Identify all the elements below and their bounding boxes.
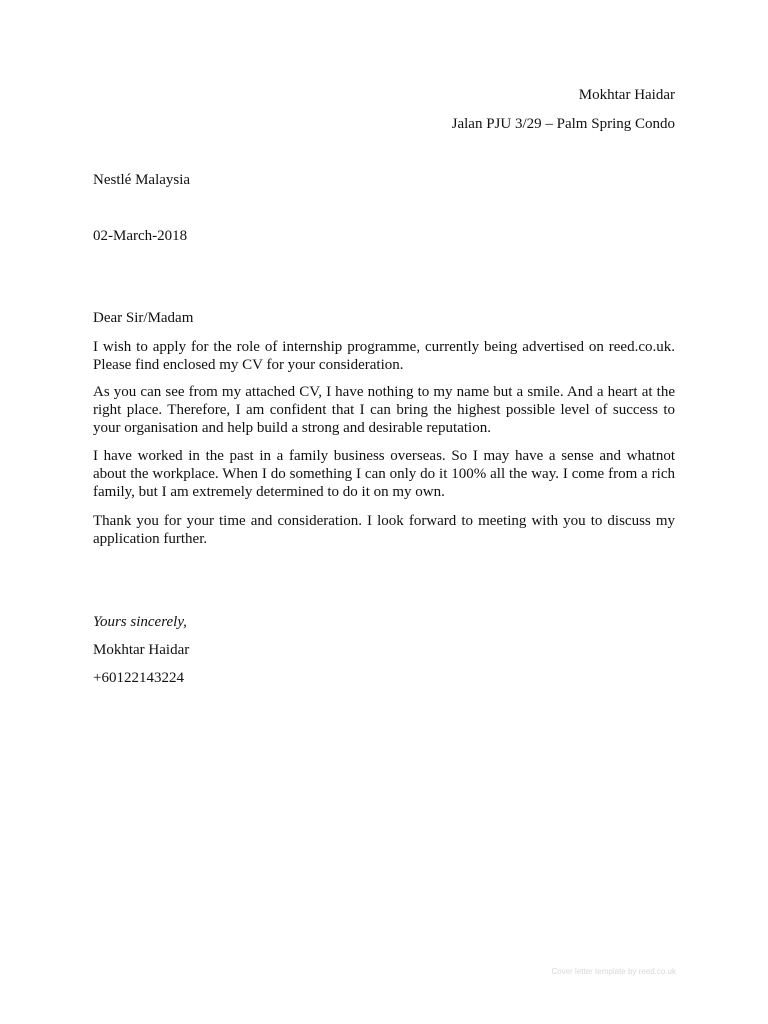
recipient-company: Nestlé Malaysia (93, 172, 191, 188)
phone-number: +60122143224 (93, 670, 184, 686)
paragraph-experience: I have worked in the past in a family business overseas. So I may have a sense and whatnot about the workplace. When I do something I can only do it 100% all the way. I come from a rich family, but I am extremely determined to do it on my own. (93, 448, 675, 500)
sender-name: Mokhtar Haidar (578, 87, 675, 103)
valediction: Yours sincerely, (93, 614, 187, 630)
letter-date: 02-March-2018 (93, 228, 188, 244)
template-credit: Cover letter template by reed.co.uk (551, 967, 676, 976)
salutation: Dear Sir/Madam (93, 310, 194, 326)
paragraph-qualifications: As you can see from my attached CV, I have nothing to my name but a smile. And a heart at the right place. Therefore, I am confident that I can bring the highest possible level of success to your organisation and help build a strong and desirable reputation. (93, 384, 675, 436)
sender-address: Jalan PJU 3/29 – Palm Spring Condo (451, 116, 675, 132)
paragraph-intro: I wish to apply for the role of internship programme, currently being advertised on reed.co.uk. Please find enclosed my CV for your consideration. (93, 339, 675, 373)
signature-name: Mokhtar Haidar (93, 642, 190, 658)
paragraph-closing: Thank you for your time and consideration. I look forward to meeting with you to discuss my application further. (93, 513, 675, 547)
